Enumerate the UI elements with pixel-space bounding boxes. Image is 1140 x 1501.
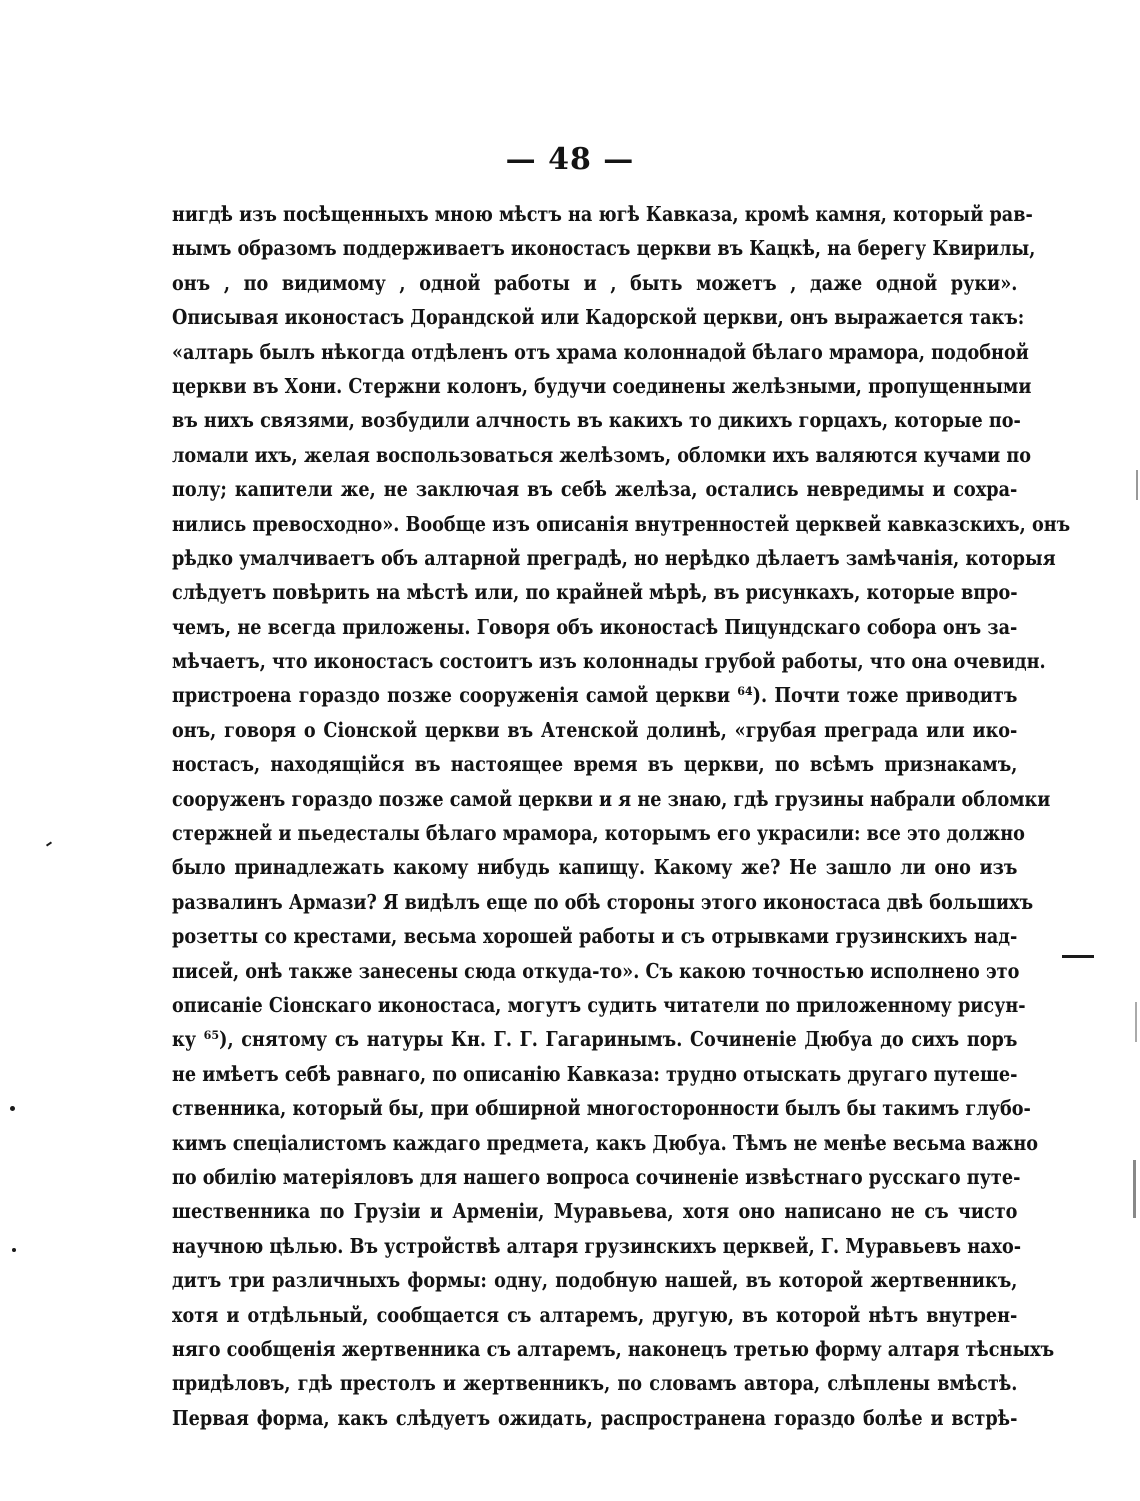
- text-line: «алтарь былъ нѣкогда отдѣленъ отъ храма колоннадой бѣлаго мрамора, подобной: [172, 339, 1029, 364]
- scan-mark: [46, 841, 52, 846]
- text-line: розетты со крестами, весьма хорошей работы и съ отрывками грузинскихъ над-: [172, 924, 1018, 949]
- text-line: было принадлежать какому нибудь капищу. Какому же? Не зашло ли оно изъ: [172, 855, 1018, 880]
- body-text: [172, 197, 1071, 1435]
- text-line: Первая форма, какъ слѣдуетъ ожидать, распространена гораздо болѣе и встрѣ-: [172, 1405, 1018, 1430]
- text-line: чемъ, не всегда приложены. Говоря объ иконостасѣ Пицундскаго собора онъ за-: [172, 614, 1018, 639]
- scan-mark: [1136, 470, 1138, 500]
- text-line: полу; капители же, не заключая въ себѣ желѣза, остались невредимы и сохра-: [172, 477, 1018, 502]
- text-line: няго сообщенія жертвенника съ алтаремъ, наконецъ третью форму алтаря тѣсныхъ: [172, 1336, 1055, 1361]
- text-line: дитъ три различныхъ формы: одну, подобную нашей, въ которой жертвенникъ,: [172, 1268, 1018, 1293]
- text-line: сооруженъ гораздо позже самой церкви и я не знаю, гдѣ грузины набрали обломки: [172, 786, 1051, 811]
- text-line: ственника, который бы, при обширной многосторонности былъ бы такимъ глубо-: [172, 1096, 1031, 1121]
- text-line: слѣдуетъ повѣрить на мѣстѣ или, по крайней мѣрѣ, въ рисункахъ, которые впро-: [172, 580, 1018, 605]
- text-line: по обилію матеріяловъ для нашего вопроса сочиненіе извѣстнаго русскаго путе-: [172, 1164, 1021, 1189]
- text-line: писей, онѣ также занесены сюда откуда-то». Съ какою точностью исполнено это: [172, 958, 1020, 983]
- text-line: ностасъ, находящійся въ настоящее время въ церкви, по всѣмъ признакамъ,: [172, 752, 1018, 777]
- text-line: мѣчаетъ, что иконостасъ состоитъ изъ колоннады грубой работы, что она очевидн.: [172, 649, 1046, 674]
- text-line: описаніе Сіонскаго иконостаса, могутъ судить читатели по приложенному рисун-: [172, 992, 1026, 1017]
- text-line: кимъ спеціалистомъ каждаго предмета, какъ Дюбуа. Тѣмъ не менѣе весьма важно: [172, 1130, 1039, 1155]
- text-line: нигдѣ изъ посѣщенныхъ мною мѣстъ на югѣ Кавказа, кромѣ камня, который рав-: [172, 202, 1033, 226]
- scan-mark: [1135, 1002, 1137, 1042]
- text-line: научною цѣлью. Въ устройствѣ алтаря грузинскихъ церквей, Г. Муравьевъ нахо-: [172, 1233, 1022, 1258]
- scan-mark: [1062, 955, 1094, 958]
- text-line: нились превосходно». Вообще изъ описанія внутренностей церквей кавказскихъ, онъ: [172, 511, 1071, 536]
- text-line: пристроена гораздо позже сооруженія самой церкви ⁶⁴). Почти тоже приводитъ: [172, 683, 1018, 708]
- text-line: Описывая иконостасъ Дорандской или Кадорской церкви, онъ выражается такъ:: [172, 305, 1025, 330]
- scan-mark: [12, 1248, 16, 1252]
- text-line: стержней и пьедесталы бѣлаго мрамора, которымъ его украсили: все это должно: [172, 821, 1025, 846]
- text-line: рѣдко умалчиваетъ объ алтарной преградѣ, но нерѣдко дѣлаетъ замѣчанія, которыя: [172, 545, 1056, 570]
- text-line: въ нихъ связями, возбудили алчность въ какихъ то дикихъ горцахъ, которые по-: [172, 408, 1021, 433]
- text-line: нымъ образомъ поддерживаетъ иконостасъ церкви въ Кацкѣ, на берегу Квирилы,: [172, 236, 1036, 261]
- text-line: придѣловъ, гдѣ престолъ и жертвенникъ, по словамъ автора, слѣплены вмѣстѣ.: [172, 1371, 1018, 1396]
- text-line: не имѣетъ себѣ равнаго, по описанію Кавказа: трудно отыскать другаго путеше-: [172, 1061, 1018, 1086]
- scan-mark: [1133, 1160, 1136, 1218]
- text-line: онъ, говоря о Сіонской церкви въ Атенской долинѣ, «грубая преграда или ико-: [172, 717, 1018, 742]
- text-line: церкви въ Хони. Стержни колонъ, будучи соединены желѣзными, пропущенными: [172, 373, 1032, 398]
- text-line: развалинъ Армази? Я видѣлъ еще по обѣ стороны этого иконостаса двѣ большихъ: [172, 889, 1034, 914]
- page-number: — 48 —: [505, 142, 635, 177]
- text-line: ломали ихъ, желая воспользоваться желѣзомъ, обломки ихъ валяются кучами по: [172, 442, 1032, 467]
- scan-mark: [10, 1106, 15, 1111]
- text-line: хотя и отдѣльный, сообщается съ алтаремъ, другую, въ которой нѣтъ внутрен-: [172, 1302, 1018, 1327]
- text-line: шественника по Грузіи и Арменіи, Муравьева, хотя оно написано не съ чисто: [172, 1199, 1018, 1224]
- text-line: онъ , по видимому , одной работы и , быть можетъ , даже одной руки».: [172, 270, 1018, 295]
- text-line: ку ⁶⁵), снятому съ натуры Кн. Г. Г. Гагаринымъ. Сочиненіе Дюбуа до сихъ поръ: [172, 1027, 1018, 1052]
